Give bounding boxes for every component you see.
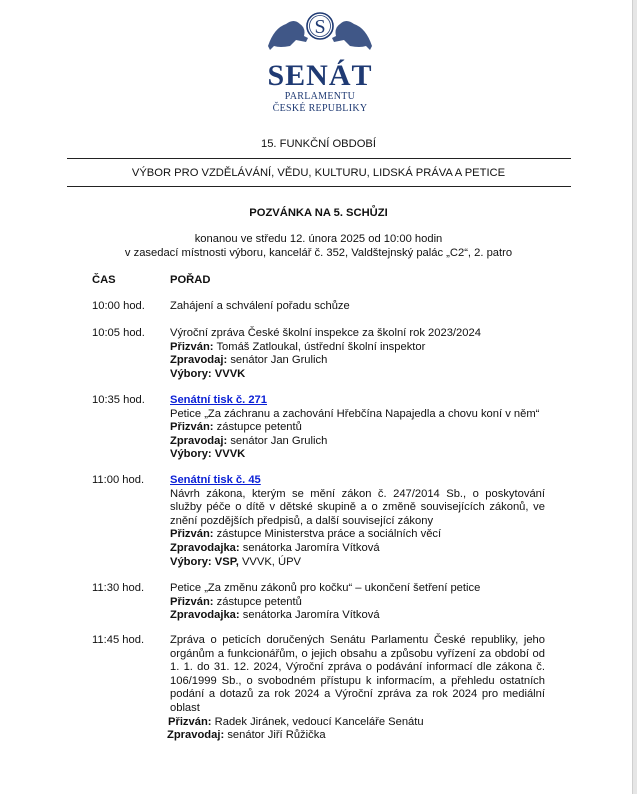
rapporteur: senátor Jiří Růžička (227, 729, 326, 742)
senate-print-link[interactable]: Senátní tisk č. 45 (170, 474, 261, 486)
committees-label: Výbory: (170, 367, 212, 380)
item-time: 11:00 hod. (92, 474, 145, 486)
invited-label: Přizván: (170, 421, 214, 434)
logo-name: SENÁT (267, 59, 373, 92)
committees-other: VVVK, ÚPV (241, 555, 302, 568)
item-text: Návrh zákona, kterým se mění zákon č. 247/2014 Sb., o poskytování služby péče o dítě v dětské skupině a o změně souvisejících zákonů, ve znění pozdějších předpisů, a další související zákony (170, 487, 545, 527)
invited-label: Přizván: (170, 595, 214, 608)
senate-logo (240, 6, 400, 115)
invited: zástupce petentů (216, 595, 302, 608)
divider (67, 186, 571, 187)
item-text: Zahájení a schválení pořadu schůze (170, 300, 350, 312)
rapporteur-label: Zpravodaj: (170, 434, 228, 447)
meeting-location: v zasedací místnosti výboru, kancelář č. 352, Valdštejnský palác „C2“, 2. patro (124, 247, 513, 259)
committees-lead: VSP, (214, 555, 239, 568)
senate-print-link[interactable]: Senátní tisk č. 271 (170, 394, 268, 406)
logo-line1: PARLAMENTU (284, 91, 356, 102)
invited: Tomáš Zatloukal, ústřední školní inspektor (216, 340, 426, 353)
invited: Radek Jiránek, vedoucí Kanceláře Senátu (214, 715, 424, 728)
item-time: 10:35 hod. (92, 394, 145, 406)
meeting-date: konanou ve středu 12. února 2025 od 10:00 hodin (194, 233, 443, 245)
invited: zástupce petentů (216, 421, 302, 434)
item-text: Petice „Za záchranu a zachování Hřebčína Napajedla a chovu koní v něm“ (170, 407, 540, 420)
rapporteur: senátor Jan Grulich (230, 434, 328, 447)
committees-lead: VVVK (214, 367, 246, 380)
lions-s-emblem-icon (260, 6, 380, 54)
time-column-header: ČAS (92, 274, 116, 286)
page-edge (632, 0, 637, 794)
invited-label: Přizván: (170, 340, 214, 353)
committees-lead: VVVK (214, 448, 246, 461)
invited-label: Přizván: (170, 528, 214, 541)
item-time: 11:45 hod. (92, 634, 145, 646)
divider (67, 158, 571, 159)
agenda-column-header: POŘAD (170, 274, 211, 286)
svg-text:S: S (314, 16, 326, 38)
invited-label: Přizván: (168, 715, 212, 728)
rapporteur: senátorka Jaromíra Vítková (242, 541, 380, 554)
rapporteur-label: Zpravodaj: (167, 729, 225, 742)
item-text: Výroční zpráva České školní inspekce za školní rok 2023/2024 (170, 327, 481, 339)
item-text: Zpráva o peticích doručených Senátu Parlamentu České republiky, jeho orgánům a funkcionářům, o jejich obsahu a způsobu vyřízení za období od 1. 1. do 31. 12. 2024, Výroční zpráva o podávání informací dle zákona č. 106/1999 Sb., o svobodném přístupu k informacím, a přehledu ostatních podání a dotazů za rok 2024 a Výroční zpráva za rok 2024 pro mediální oblast (170, 634, 545, 714)
item-text: Petice „Za změnu zákonů pro kočku“ – ukončení šetření petice (170, 582, 481, 594)
rapporteur: senátor Jan Grulich (230, 354, 328, 367)
rapporteur: senátorka Jaromíra Vítková (242, 609, 380, 622)
invitation-title: POZVÁNKA NA 5. SCHŮZI (249, 207, 388, 219)
committee-heading: VÝBOR PRO VZDĚLÁVÁNÍ, VĚDU, KULTURU, LIDSKÁ PRÁVA A PETICE (131, 167, 506, 179)
rapporteur-label: Zpravodaj: (170, 354, 228, 367)
invited: zástupce Ministerstva práce a sociálních věcí (216, 528, 442, 541)
rapporteur-label: Zpravodajka: (170, 609, 240, 622)
item-time: 11:30 hod. (92, 582, 145, 594)
item-time: 10:00 hod. (92, 300, 145, 312)
committees-label: Výbory: (170, 555, 212, 568)
term-heading: 15. FUNKČNÍ OBDOBÍ (260, 138, 376, 150)
item-time: 10:05 hod. (92, 327, 145, 339)
committees-label: Výbory: (170, 448, 212, 461)
logo-line2: ČESKÉ REPUBLIKY (272, 103, 368, 114)
rapporteur-label: Zpravodajka: (170, 541, 240, 554)
